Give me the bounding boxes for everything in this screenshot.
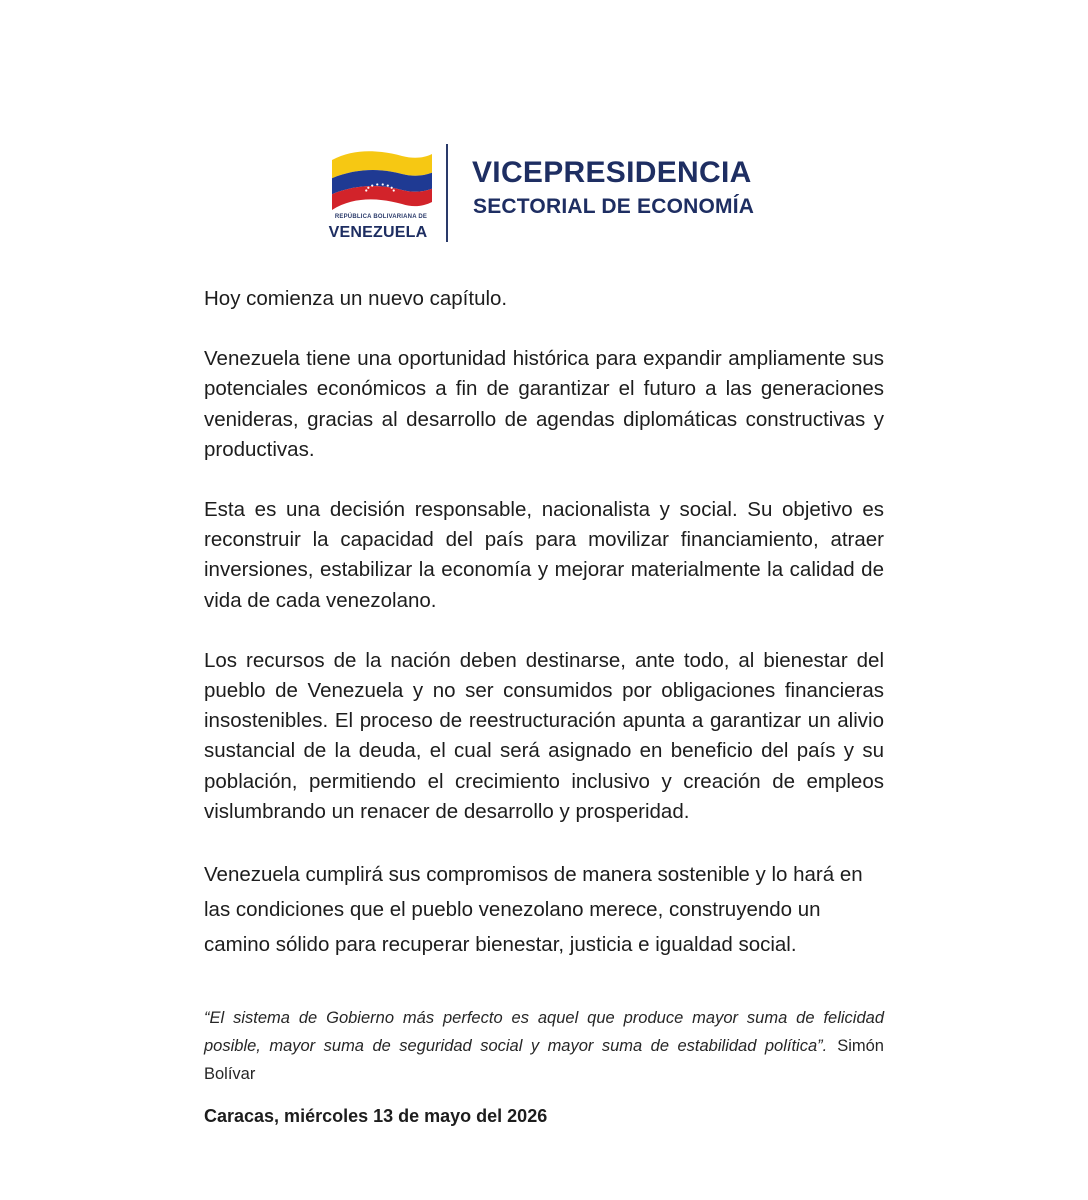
flag-star bbox=[365, 189, 367, 191]
flag-star bbox=[376, 183, 378, 185]
flag-star bbox=[367, 187, 369, 189]
quote-author: Simón Bolívar bbox=[204, 1037, 884, 1083]
statement-body bbox=[204, 284, 884, 962]
venezuela-logo bbox=[328, 142, 440, 246]
header-divider bbox=[446, 144, 448, 242]
bolivar-quote bbox=[204, 1004, 884, 1088]
waving-flag-icon bbox=[328, 146, 434, 218]
letterhead bbox=[328, 142, 788, 246]
flag-star bbox=[371, 185, 373, 187]
paragraph-4: Venezuela cumplirá sus compromisos de manera sostenible y lo hará en las condiciones que el pueblo venezolano merece, construyendo un camino sólido para recuperar bienestar, justicia e igualdad social. bbox=[204, 863, 863, 957]
institution-subtitle: SECTORIAL DE ECONOMÍA bbox=[473, 195, 755, 218]
institution-title: VICEPRESIDENCIA bbox=[472, 156, 752, 189]
paragraph-3: Los recursos de la nación deben destinarse, ante todo, al bienestar del pueblo de Venezuela y no ser consumidos por obligaciones financieras insostenibles. El proceso de reestructuración apunta a garantizar un alivio sustancial de la deuda, el cual será asignado en beneficio del país y su población, permitiendo el crecimiento inclusivo y creación de empleos vislumbrando un renacer de desarrollo y prosperidad. bbox=[204, 648, 884, 823]
flag-star bbox=[391, 187, 393, 189]
paragraph-1: Venezuela tiene una oportunidad histórica para expandir ampliamente sus potenciales económicos a fin de garantizar el futuro a las generaciones venideras, gracias al desarrollo de agendas diplomáticas constructivas y productivas. bbox=[204, 347, 884, 461]
flag-star bbox=[387, 185, 389, 187]
flag-star bbox=[393, 189, 395, 191]
opening-line: Hoy comienza un nuevo capítulo. bbox=[204, 287, 508, 310]
country-subtitle: REPÚBLICA BOLIVARIANA DE bbox=[334, 214, 428, 220]
paragraph-2: Esta es una decisión responsable, nacionalista y social. Su objetivo es reconstruir la capacidad del país para movilizar financiamiento, atraer inversiones, estabilizar la economía y mejorar materialmente la calidad de vida de cada venezolano. bbox=[204, 498, 884, 612]
dateline: Caracas, miércoles 13 de mayo del 2026 bbox=[204, 1106, 548, 1126]
flag-star bbox=[382, 183, 384, 185]
country-name: VENEZUELA bbox=[328, 224, 428, 241]
quote-text: “El sistema de Gobierno más perfecto es aquel que produce mayor suma de felicidad posible, mayor suma de seguridad social y mayor suma de estabilidad política”. bbox=[204, 1009, 884, 1055]
